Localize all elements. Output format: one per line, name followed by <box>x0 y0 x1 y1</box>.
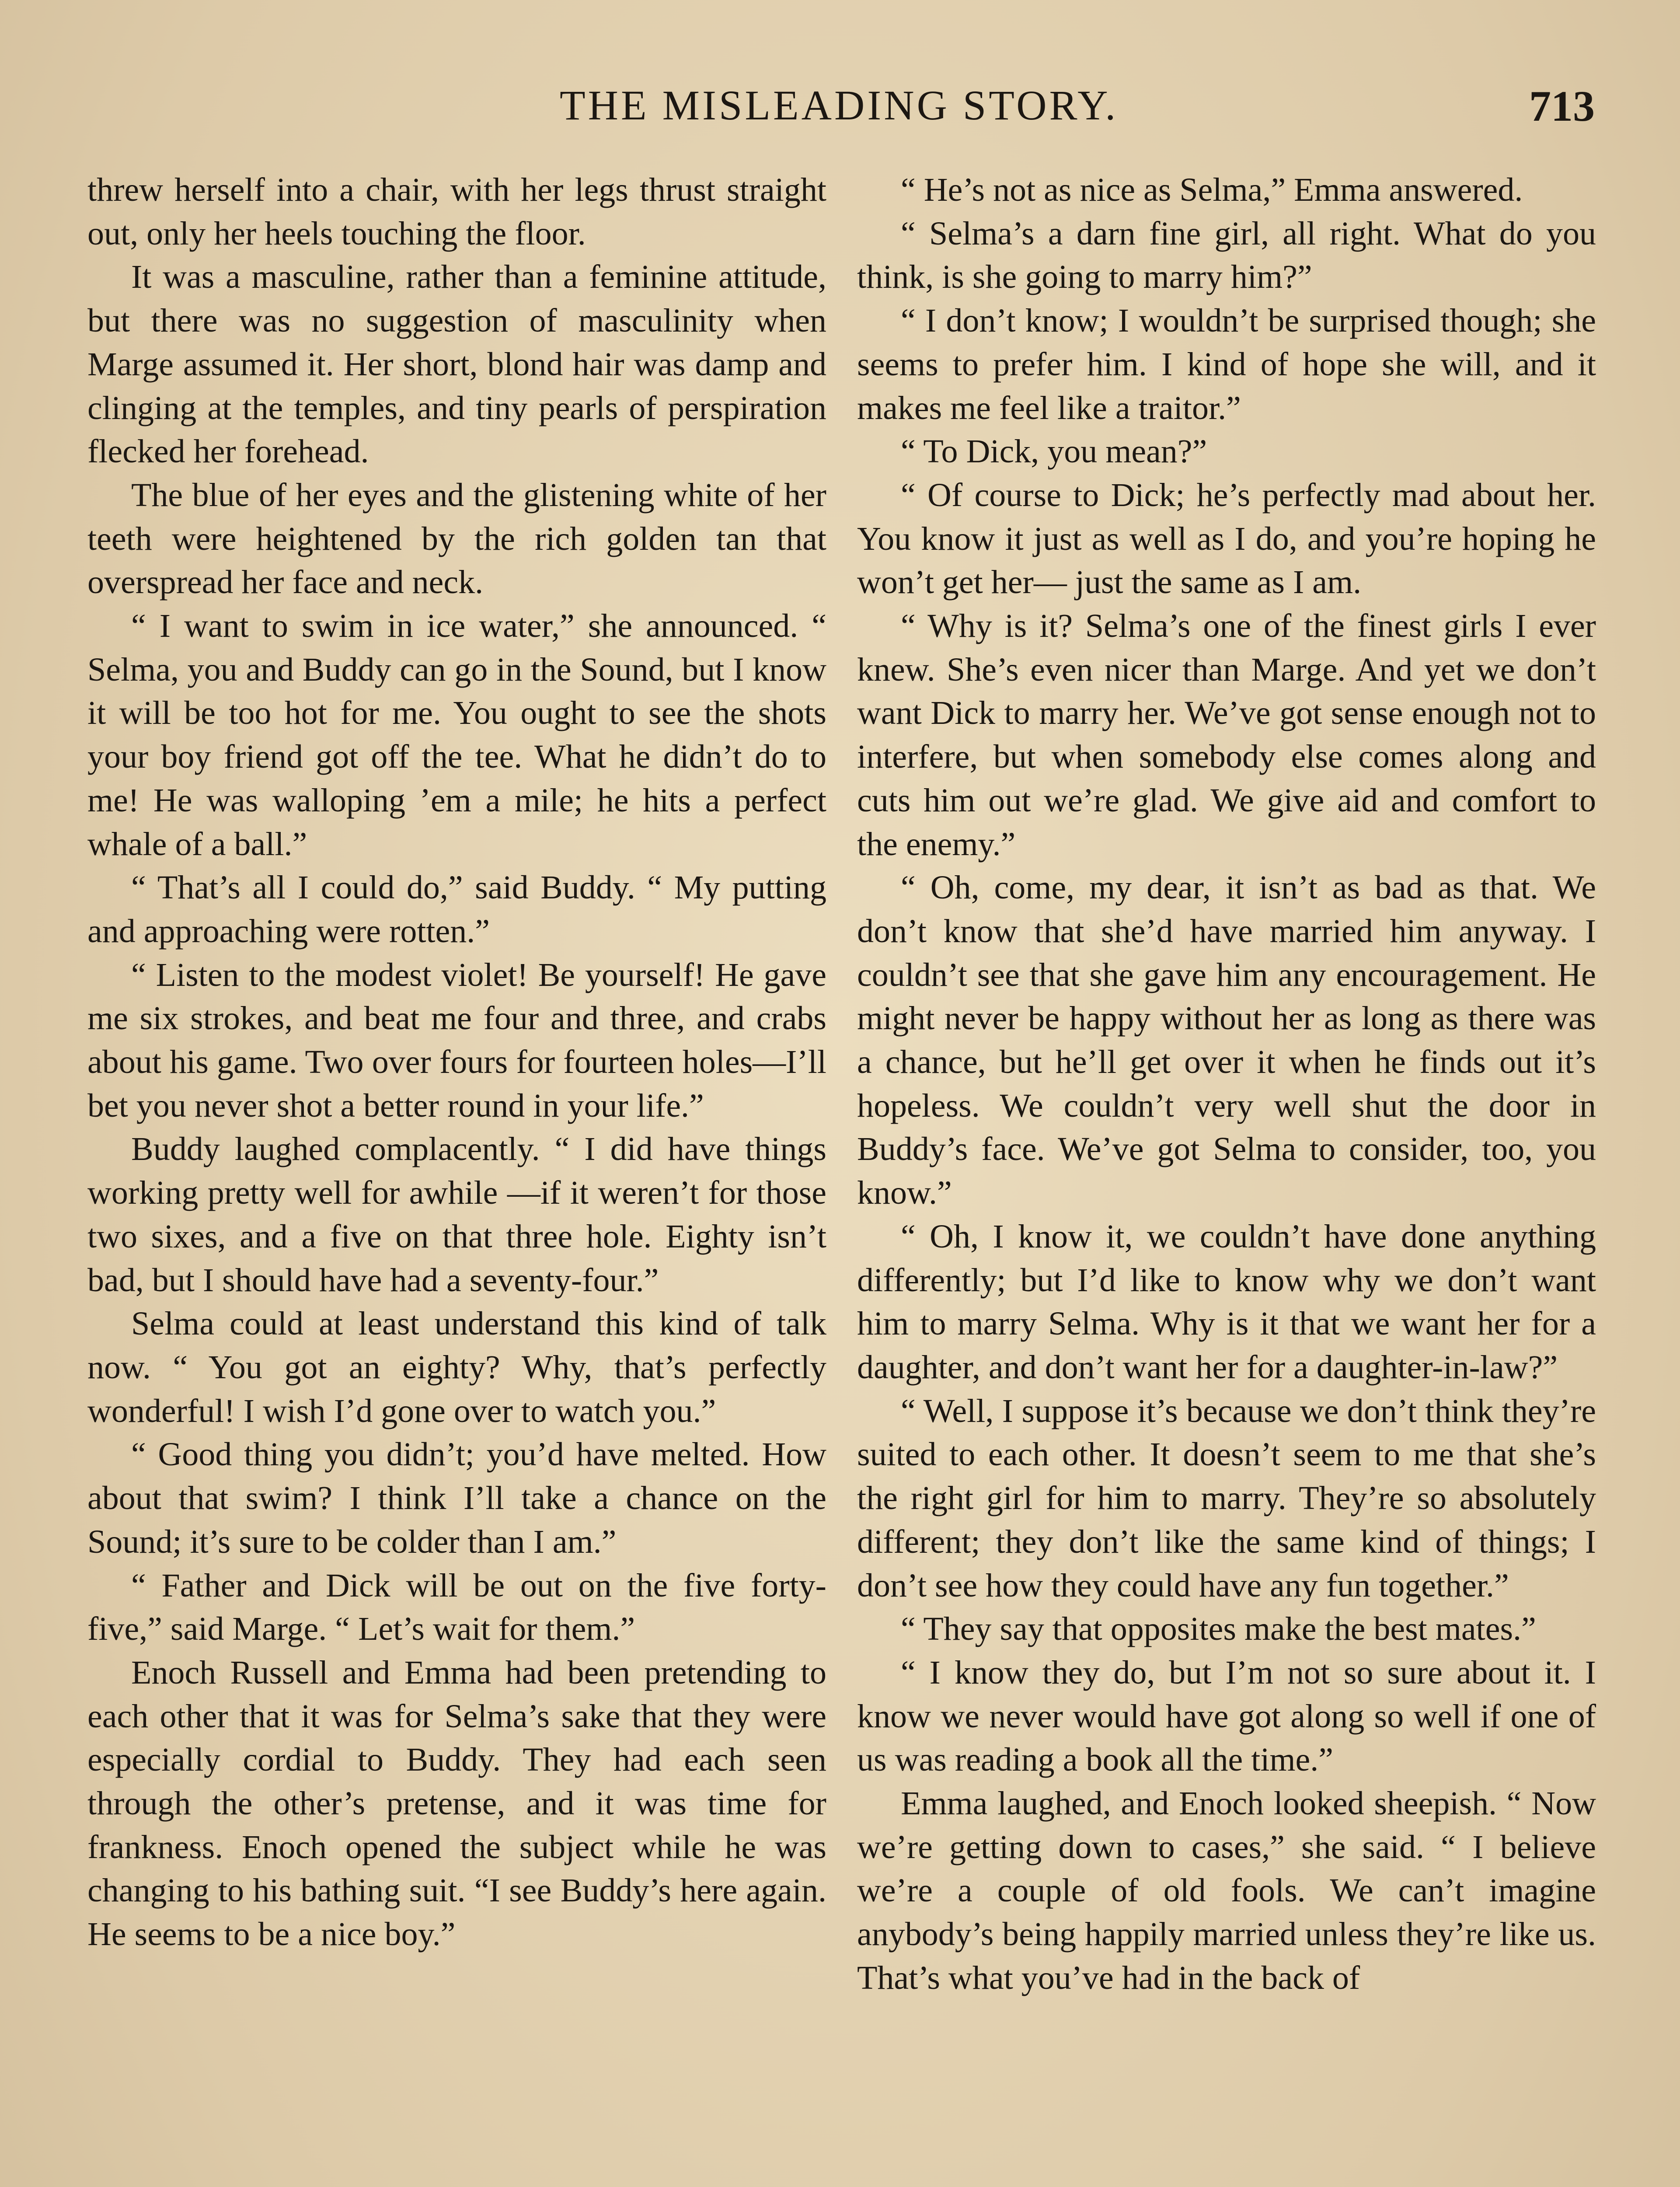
text-columns <box>87 168 1596 2187</box>
paragraph: “ Selma’s a darn fine girl, all right. What do you think, is she going to marry him?” <box>857 215 1596 296</box>
paragraph: “ Father and Dick will be out on the five forty-five,” said Marge. “ Let’s wait for them.” <box>87 1567 826 1648</box>
paragraph: “ To Dick, you mean?” <box>901 433 1207 470</box>
paragraph: “ They say that opposites make the best mates.” <box>901 1611 1536 1648</box>
page-number: 713 <box>1529 82 1595 130</box>
paragraph: “ Oh, come, my dear, it isn’t as bad as that. We don’t know that she’d have married him anyway. I couldn’t see that she gave him any encouragement. He might never be happy without her as long as there was a chance, but he’ll get over it when he finds out it’s hopeless. We couldn’t very well shut the door in Buddy’s face. We’ve got Selma to consider, too, you know.” <box>857 869 1596 1212</box>
paragraph: “ Well, I suppose it’s because we don’t think they’re suited to each other. It doesn’t seem to me that she’s the right girl for him to marry. They’re so absolutely different; they don’t like the same kind of things; I don’t see how they could have any fun together.” <box>857 1392 1596 1604</box>
paragraph: The blue of her eyes and the glistening white of her teeth were heightened by the rich golden tan that overspread her face and neck. <box>87 476 826 601</box>
paragraph: “ Why is it? Selma’s one of the finest girls I ever knew. She’s even nicer than Marge. And yet we don’t want Dick to marry her. We’ve got sense enough not to interfere, but when somebody else comes along and cuts him out we’re glad. We give aid and comfort to the enemy.” <box>857 608 1596 863</box>
running-title: THE MISLEADING STORY. <box>560 82 1119 129</box>
paragraph: Buddy laughed complacently. “ I did have things working pretty well for awhile —if it weren’t for those two sixes, and a five on that three hole. Eighty isn’t bad, but I should have had a seventy-four.” <box>87 1131 826 1299</box>
page-header <box>0 81 1680 142</box>
paragraph: It was a masculine, rather than a feminine attitude, but there was no suggestion of masculinity when Marge assumed it. Her short, blond hair was damp and clinging at the temples, and tiny pearls of perspiration flecked her forehead. <box>87 259 826 470</box>
right-column <box>857 168 1596 2187</box>
paragraph: “ That’s all I could do,” said Buddy. “ My putting and approaching were rotten.” <box>87 869 826 950</box>
paragraph: “ Listen to the modest violet! Be yourself! He gave me six strokes, and beat me four and three, and crabs about his game. Two over fours for fourteen holes—I’ll bet you never shot a better round in your life.” <box>87 956 826 1124</box>
paragraph: threw herself into a chair, with her legs thrust straight out, only her heels touching the floor. <box>87 171 826 252</box>
paragraph: “ Good thing you didn’t; you’d have melted. How about that swim? I think I’ll take a chance on the Sound; it’s sure to be colder than I am.” <box>87 1436 826 1560</box>
paragraph: “ I don’t know; I wouldn’t be surprised though; she seems to prefer him. I kind of hope she will, and it makes me feel like a traitor.” <box>857 302 1596 426</box>
paragraph: “ I know they do, but I’m not so sure about it. I know we never would have got along so well if one of us was reading a book all the time.” <box>857 1654 1596 1778</box>
paragraph: “ Of course to Dick; he’s perfectly mad about her. You know it just as well as I do, and you’re hoping he won’t get her— just the same as I am. <box>857 476 1596 601</box>
paragraph: Selma could at least understand this kind of talk now. “ You got an eighty? Why, that’s perfectly wonderful! I wish I’d gone over to watch you.” <box>87 1305 826 1429</box>
paragraph: “ He’s not as nice as Selma,” Emma answered. <box>901 171 1523 208</box>
paragraph: Enoch Russell and Emma had been pretending to each other that it was for Selma’s sake that they were especially cordial to Buddy. They had each seen through the other’s pretense, and it was time for frankness. Enoch opened the subject while he was changing to his bathing suit. “I see Buddy’s here again. He seems to be a nice boy.” <box>87 1654 826 1953</box>
paragraph: “ Oh, I know it, we couldn’t have done anything differently; but I’d like to know why we don’t want him to marry Selma. Why is it that we want her for a daughter, and don’t want her for a daughter-in-law?” <box>857 1218 1596 1386</box>
paragraph: Emma laughed, and Enoch looked sheepish. “ Now we’re getting down to cases,” she said. “ I believe we’re a couple of old fools. We can’t imagine anybody’s being happily married unless they’re like us. That’s what you’ve had in the back of <box>857 1785 1596 1996</box>
paragraph: “ I want to swim in ice water,” she announced. “ Selma, you and Buddy can go in the Sound, but I know it will be too hot for me. You ought to see the shots your boy friend got off the tee. What he didn’t do to me! He was walloping ’em a mile; he hits a perfect whale of a ball.” <box>87 608 826 863</box>
left-column <box>87 168 826 2187</box>
